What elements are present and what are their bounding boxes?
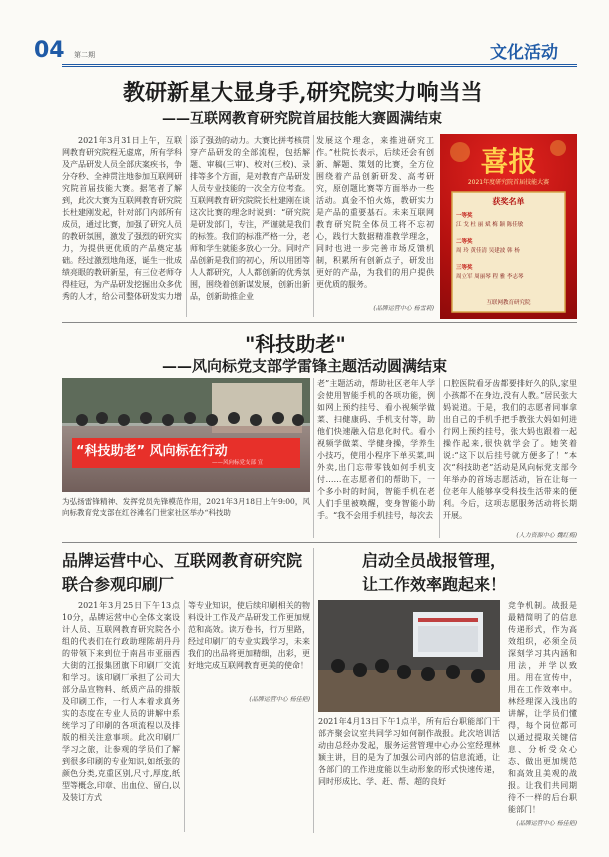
article-separator <box>62 322 577 323</box>
article2-caption: 为弘扬雷锋精神、发挥党员先锋模范作用，2021年3月18日上午9:00，风向标教育党支部在红谷滩名门世家社区举办“科技助 <box>62 497 310 517</box>
article2-title: "科技助老" <box>245 332 346 356</box>
article2-column-3 <box>443 378 577 528</box>
poster-footer: 互联网教育研究院 <box>486 300 531 306</box>
volunteer-group-photo <box>62 378 310 492</box>
prize-names: 江 戈 杜 丽 斌 梅 颖 陈佳敏 <box>456 222 524 228</box>
article1-text-2: 添了强劲的动力。大赛比拼考核贯穿产品研发的全部流程，包括解题、审稿(三审)、校对(三校)、录排等多个方面，是对教育产品研发人员专业技能的一次全方位考查。互联网教育研究院院长杜建刚在谈这次比赛的理念时说到：“研究院是研发部门，专注，严谨就是我们的标签。我们的标准严格一分，老师和学生就能多放心一分。同时产品创新是我们的初心，所以用团等人人都研究，人人都创新的优秀氛围，围绕着创新谋发展，创新出新品，创新助推企业 <box>190 136 310 301</box>
header-rule <box>62 64 577 65</box>
prize-label: 二等奖 <box>456 239 473 245</box>
meeting-room-photo <box>318 600 500 712</box>
prize-label: 三等奖 <box>456 265 473 271</box>
article1-title: 教研新星大显身手,研究院实力响当当 <box>123 80 483 106</box>
column-divider <box>313 378 314 538</box>
page-number: 04 <box>34 38 65 63</box>
column-divider <box>184 600 185 832</box>
prize-names: 周立军 周丽琴 程 雅 李志琴 <box>456 274 524 280</box>
photo-scene <box>62 378 310 492</box>
article-separator <box>62 542 577 543</box>
article3-title-line-2: 联合参观印刷厂 <box>62 575 175 594</box>
article1-column-3 <box>316 135 434 300</box>
article2-credit: (人力资源中心 魏红梅) <box>516 532 577 539</box>
article1-text-1: 2021年3月31日上午，互联网教育研究院程无虚席，所有学科及产品研发人员全部庆案疾书，争分夺秒、全神贯注地参加互联网研究院首届技能大赛。据笔者了解到，此次大赛为互联网教育研究院长杜建刚发起，针对部门内部所有成员，通过比赛，加强了研究人员的教研氛围，激发了强烈的研究实力，为提供更优质的产品奠定基础。经过激烈地角逐，诞生一批成绩亮眼的教研新星，有三位老师夺得桂冠，为产品研发挖掘出众多优秀的人才，给公司整体研发实力增 <box>62 136 182 301</box>
prize-names: 周 玲 黄佳清 吴建波 韩 杨 <box>456 248 520 254</box>
article3-column-1 <box>62 600 180 830</box>
slide-content <box>418 626 478 652</box>
article3-column-2 <box>188 600 310 692</box>
section-title: 文化活动 <box>490 43 558 63</box>
article3-title-line-1: 品牌运营中心、互联网教育研究院 <box>62 551 303 570</box>
column-divider <box>313 135 314 317</box>
article1-column-1 <box>62 135 182 315</box>
article1-subtitle: ——互联网教育研究院首届技能大赛圆满结束 <box>162 111 442 127</box>
article3-text-2: 等专业知识，使后续印刷相关的物料设计工作及产品研发工作更加规范和高效。读万卷书，行万里路，经过印刷厂的专业实践学习，未来我们的出品将更加精细，出彩，更好地完成互联网教育更美的使命！ <box>188 601 310 670</box>
slide-title-bar <box>418 618 478 622</box>
photo-scene <box>318 600 500 712</box>
article2-text-2: 老”主题活动，帮助社区老年人学会使用智能手机的各项功能，例如网上预约挂号、看小视频学做菜、扫健康码、手机支付等，助他们快速融入信息化时代。看小视频学做菜、学健身操，学养生小技巧，使用小程序下单买菜,叫外卖,出门忘带零钱如何手机支付……在志愿者们的帮助下，一个多小时的时间，智能手机在老人们手里被唤醒，变身智能小助手。“我不会用手机挂号，每次去 <box>317 379 435 520</box>
poster-title: 2021年度研究院首届技能大赛 <box>467 179 550 186</box>
issue-label: 第二期 <box>74 51 95 59</box>
prize-list <box>456 212 561 282</box>
article4-caption: 2021年4月13日下午1点半，所有后台职能部门干部齐聚会议室共同学习如何制作战报。此次培训活动由总经办发起，服务运营管理中心办公室经理林颖主讲，目的是为了加强公司内部的信息流通，让各部门的工作进度能以生动形象的形式快速传递，同时形成比、学、赶、帮、超的良好 <box>318 717 500 786</box>
award-poster <box>440 134 577 319</box>
article4-title-line-1: 启动全员战报管理， <box>362 551 507 570</box>
article4-credit: (品牌运营中心 杨佳艳) <box>516 820 577 827</box>
poster-subtitle: 获奖名单 <box>492 196 525 206</box>
article2-subtitle: ——风向标党支部学雷锋主题活动圆满结束 <box>162 357 448 375</box>
article1-credit: (品牌运营中心 杨雪莉) <box>373 305 434 312</box>
column-divider <box>313 548 314 833</box>
column-divider <box>439 378 440 538</box>
column-divider <box>186 135 187 317</box>
article2-text-3: 口腔医院看牙齿都要排好久的队,家里小孩都不在身边,没有人教。”居民张大妈说道。于是，我们的志愿者同事拿出自己的手机手把手教张大妈如何进行网上预约挂号，张大妈也跟着一起操作起来,很快就学会了。她笑着说:“这下以后挂号就方便多了！”本次“科技助老”活动是风向标党支部今年举办的首场志愿活动，旨在让每一位老年人能够享受科技生活带来的便利。今后，这项志愿服务活动将长期开展。 <box>443 379 577 520</box>
banner-small-text: ——风向标党支部 宣 <box>212 460 264 466</box>
article3-text-1: 2021年3月25日下午13点10分，品牌运营中心全体文案设计人员、互联网教育研究院各小组的代表们在行政助理陈胡丹丹的带领下来到位于南昌市亚丽西大街的江报集团旗下印刷厂交流和学习。该印刷厂承担了公司大部分品宣物料、纸质产品的排版及印刷工作，一行人本着求真务实的态度在专业人员的讲解中系统学习了印刷的各项流程以及排版的相关注意事项。此次印刷厂学习之旅，让参观的学员们了解到很多印刷的专业知识,如纸张的颜色分类,克重区别,尺寸,厚度,纸型等概念,印章、出血位、留白,以及装订方式 <box>62 601 180 802</box>
poster-heading: 喜报 <box>480 145 537 178</box>
article3-credit: (品牌运营中心 杨佳艳) <box>249 696 310 703</box>
article4-title-line-2: 让工作效率跑起来！ <box>362 575 507 594</box>
article2-column-2 <box>317 378 435 538</box>
article4-column <box>508 600 577 815</box>
article1-column-2 <box>190 135 310 315</box>
article1-text-3: 发展这个理念，来推进研究工作。”杜院长表示，后续还会有创新、解题、策划的比赛，全方位围绕着产品创新研发、高考研究，原创题比赛等方面举办一些活动。真金不怕火炼，教研实力是产品的重要基石。未来互联网教育研究院全体员工将不忘初心，践行大数据精准教学理念，同时也进一步完善市场反馈机制，积累所有创新点子，研发出更好的产品，为我们的用户提供更优质的服务。 <box>316 136 434 289</box>
prize-label: 一等奖 <box>456 213 473 219</box>
banner-text: “科技助老” 风向标在行动 <box>76 444 228 459</box>
article4-text: 竞争机制。战报是最精简明了的信息传递形式，作为高效组织，必须全员深刻学习其内涵和用法，并学以致用。用在宣传中，用在工作效率中。林经理深入浅出的讲解，让学员们懂得，每个岗位都可以通过提取关键信息、分析受众心态、做出更加规范和高效且美观的战报。让我们共同期待不一样的后台职能部门！ <box>508 601 577 814</box>
header-rule-secondary <box>62 66 577 67</box>
